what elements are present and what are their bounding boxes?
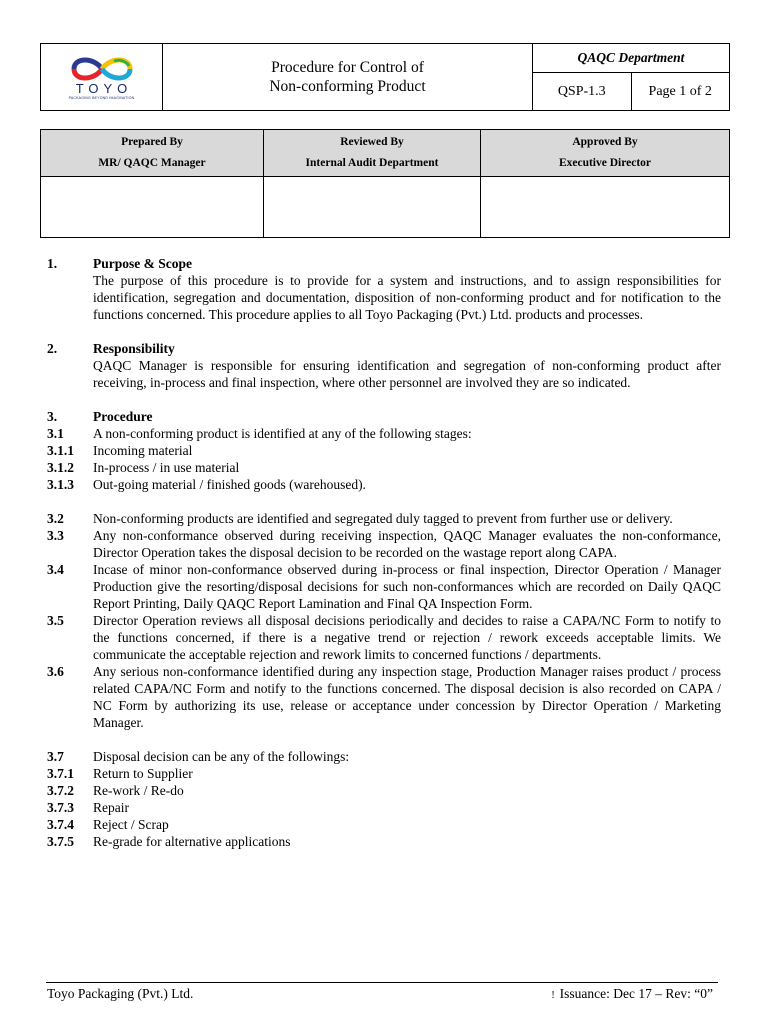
- item-text: Return to Supplier: [93, 766, 193, 781]
- list-item: [47, 612, 721, 663]
- item-text: Any non-conformance observed during receiving inspection, QAQC Manager evaluates the non-conformance, Director Operation takes the disposal decision to be recorded on the wastage report along CAPA.: [93, 528, 721, 560]
- item-text: Incoming material: [93, 443, 193, 458]
- section-title: Purpose & Scope: [93, 256, 192, 271]
- list-item: [47, 527, 721, 561]
- item-text: Out-going material / finished goods (warehoused).: [93, 477, 366, 492]
- document-code: QSP-1.3: [533, 73, 632, 111]
- list-item: [47, 425, 721, 442]
- approved-signature-box: [481, 177, 730, 238]
- prepared-by-value: MR/ QAQC Manager: [98, 157, 206, 169]
- document-header: [40, 43, 730, 111]
- approved-by-value: Executive Director: [558, 157, 652, 169]
- list-item: [47, 442, 721, 459]
- list-item: [47, 459, 721, 476]
- list-item: [47, 748, 721, 765]
- item-number: 3.7.4: [47, 817, 74, 832]
- reviewed-by-label: Reviewed By: [340, 136, 404, 148]
- issuance-text: Issuance: Dec 17 – Rev: “0”: [559, 986, 713, 1001]
- title-line-2: Non-conforming Product: [269, 78, 426, 95]
- item-number: 3.1.1: [47, 443, 74, 458]
- document-title: [163, 44, 533, 111]
- list-item: [47, 782, 721, 799]
- item-number: 3.7.3: [47, 800, 74, 815]
- approved-by-cell: [481, 130, 730, 177]
- item-number: 3.7.2: [47, 783, 74, 798]
- prepared-by-label: Prepared By: [121, 136, 183, 148]
- item-number: 3.7.1: [47, 766, 74, 781]
- prepared-signature-box: [41, 177, 264, 238]
- list-item: [47, 799, 721, 816]
- reviewed-by-cell: [264, 130, 481, 177]
- section-number: 2.: [47, 341, 58, 356]
- approved-by-label: Approved By: [572, 136, 638, 148]
- reviewed-by-value: Internal Audit Department: [305, 157, 439, 169]
- section-1-heading: [47, 255, 721, 272]
- prepared-by-cell: [41, 130, 264, 177]
- item-text: Incase of minor non-conformance observed during in-process or final inspection, Director Operation / Manager Production give the resorting/disposal decisions for such non-conformances which are recorded on Daily QAQC Report Printing, Daily QAQC Report Lamination and Final QA Inspection Form.: [93, 562, 721, 611]
- item-text: Re-work / Re-do: [93, 783, 184, 798]
- item-text: A non-conforming product is identified at any of the following stages:: [93, 426, 472, 441]
- list-item: [47, 510, 721, 527]
- document-body: [47, 255, 721, 850]
- item-number: 3.1: [47, 426, 64, 441]
- logo-text: TOYO: [75, 80, 133, 96]
- list-item: [47, 476, 721, 493]
- signoff-table: [40, 129, 730, 238]
- item-number: 3.4: [47, 562, 64, 577]
- footer-company: Toyo Packaging (Pvt.) Ltd.: [47, 986, 194, 1001]
- reviewed-signature-box: [264, 177, 481, 238]
- item-number: 3.2: [47, 511, 64, 526]
- page-number: Page 1 of 2: [631, 73, 730, 111]
- item-number: 3.5: [47, 613, 64, 628]
- list-item: [47, 663, 721, 731]
- item-text: Non-conforming products are identified and segregated duly tagged to prevent from further use or delivery.: [93, 511, 673, 526]
- section-1-body: [47, 272, 721, 323]
- section-title: Procedure: [93, 409, 153, 424]
- section-title: Responsibility: [93, 341, 175, 356]
- paragraph: QAQC Manager is responsible for ensuring identification and segregation of non-conforming product after receiving, in-process and final inspection, where other personnel are involved they are so indicated.: [93, 358, 721, 390]
- infinity-logo-icon: [62, 55, 142, 83]
- list-item: [47, 561, 721, 612]
- item-number: 3.1.3: [47, 477, 74, 492]
- item-text: Reject / Scrap: [93, 817, 169, 832]
- list-item: [47, 833, 721, 850]
- section-number: 1.: [47, 256, 58, 271]
- footer-divider: [46, 982, 718, 983]
- list-item: [47, 765, 721, 782]
- item-text: In-process / in use material: [93, 460, 240, 475]
- logo-tagline: PACKAGING BEYOND IMAGINATION: [68, 95, 135, 100]
- section-2-body: [47, 357, 721, 391]
- item-text: Director Operation reviews all disposal decisions periodically and decides to raise a CAPA/NC Form to notify to the functions concerned, if there is a negative trend or rejection / rework exceeds acceptable limits. We communicate the acceptable rejection and rework limits to concerned functions / departments.: [93, 613, 721, 662]
- section-2-heading: [47, 340, 721, 357]
- item-number: 3.7: [47, 749, 64, 764]
- item-text: Disposal decision can be any of the followings:: [93, 749, 350, 764]
- section-3-heading: [47, 408, 721, 425]
- item-text: Re-grade for alternative applications: [93, 834, 291, 849]
- footer-issuance: [551, 986, 713, 1002]
- item-number: 3.7.5: [47, 834, 74, 849]
- list-item: [47, 816, 721, 833]
- footer-mark: !: [551, 990, 555, 1001]
- toyo-logo: [41, 55, 162, 100]
- item-text: Any serious non-conformance identified during any inspection stage, Production Manager raises product / process related CAPA/NC Form and notify to the functions concerned. The disposal decision is also recorded on CAPA / NC Form by authorizing its use, release or acceptance under concession by Director Operation / Marketing Manager.: [93, 664, 721, 730]
- title-line-1: Procedure for Control of: [271, 59, 424, 76]
- item-number: 3.1.2: [47, 460, 74, 475]
- item-number: 3.6: [47, 664, 64, 679]
- department-label: QAQC Department: [533, 44, 730, 73]
- logo-cell: [41, 44, 163, 111]
- item-text: Repair: [93, 800, 129, 815]
- item-number: 3.3: [47, 528, 64, 543]
- paragraph: The purpose of this procedure is to provide for a system and instructions, and to assign responsibilities for identification, segregation and documentation, disposition of non-conforming product and for notification to the functions concerned. This procedure applies to all Toyo Packaging (Pvt.) Ltd. products and processes.: [93, 273, 721, 322]
- section-number: 3.: [47, 409, 58, 424]
